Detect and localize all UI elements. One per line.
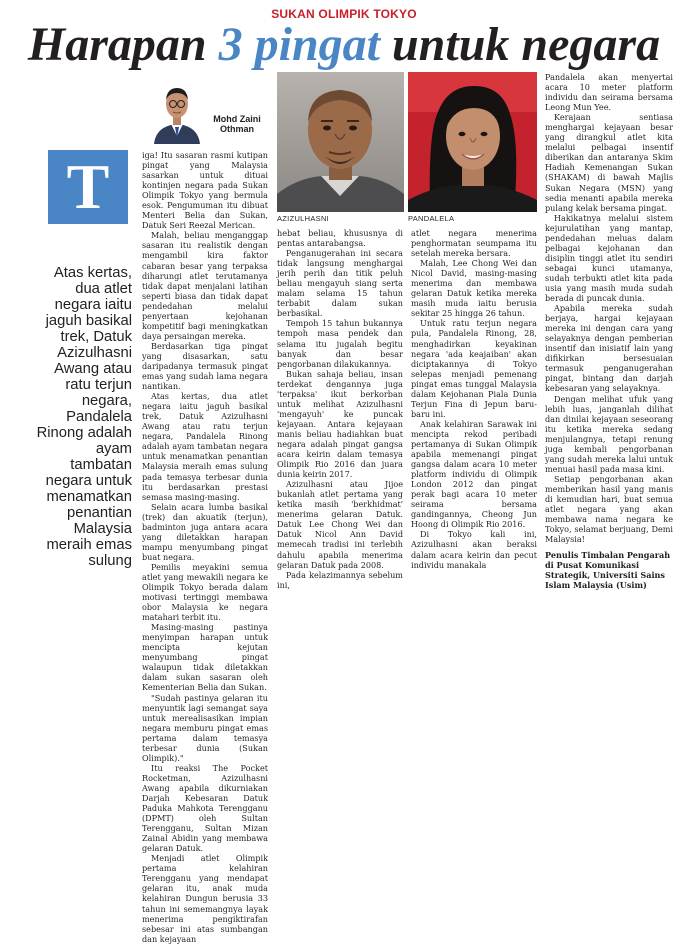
- paragraph: atlet negara menerima penghormatan seumpama itu setelah mereka bersara.: [411, 228, 537, 259]
- paragraph: Berdasarkan tiga pingat yang disasarkan, satu daripadanya termasuk pingat emas yang sudah lama negara nantikan.: [142, 340, 268, 392]
- paragraph: Malah, Lee Chong Wei dan Nicol David, masing-masing menerima dan membawa gelaran Datuk ketika mereka masih muda iaitu berusia sekitar 25 hingga 26 tahun.: [411, 258, 537, 319]
- azizulhasni-photo: [277, 72, 404, 212]
- paragraph: Hakikatnya melalui sistem kejurulatihan yang mantap, pendedahan meluas dalam pelbagai kejohanan dan disiplin tinggi atlet itu sendiri sebagai kunci utamanya, sudah terbukti atlet kita pada usia yang masih muda sudah berada di puncak dunia.: [545, 212, 673, 304]
- headline: [0, 16, 688, 74]
- headline-part1: Harapan: [27, 18, 219, 71]
- paragraph: Malah, beliau menganggap sasaran itu realistik dengan mengambil kira faktor cabaran besar yang terpaksa diharungi atlet terutamanya tidak dapat menjalani latihan seperti biasa dan tidak dapat pendedahan melalui penyertaan kejohanan kompetitif bagi meningkatkan daya persaingan mereka.: [142, 230, 268, 341]
- author-name: Mohd Zaini Othman: [213, 114, 261, 134]
- paragraph: Untuk ratu terjun negara pula, Pandalela Rinong, 28, menghadirkan keyakinan negara 'ada keajaiban' akan diciptakannya di Tokyo selepas menjadi pemenang pingat emas tunggal Malaysia dalam Kejohanan Piala Dunia Terjun Fina di Jepun baru-baru ini.: [411, 318, 537, 419]
- paragraph: "Sudah pastinya gelaran itu menyuntik lagi semangat saya untuk merealisasikan impian negara memburu pingat emas pertama dalam temasya terbesar dunia (Sukan Olimpik).": [142, 692, 268, 763]
- pull-quote: Atas kertas, dua atlet negara iaitu jaguh basikal trek, Datuk Azizulhasni Awang atau ratu terjun negara, Pandalela Rinong adalah ayam tambatan negara untuk menamatkan penantian Malaysia meraih emas sulung: [36, 265, 132, 569]
- paragraph: Bukan sahaja beliau, insan terdekat dengannya juga 'terpaksa' ikut berkorban untuk melihat Azizulhasni 'mengayuh' ke puncak kejayaan. Antara kejayaan manis beliau hadiahkan buat negara adalah pingat gangsa acara keirin dalam temasya Olimpik Rio 2016 dan juara dunia keirin 2017.: [277, 368, 403, 480]
- headline-part2: [243, 18, 255, 71]
- section-kicker: SUKAN OLIMPIK TOKYO: [271, 7, 417, 21]
- paragraph: Menjadi atlet Olimpik pertama kelahiran Terengganu yang mendapat gelaran itu, anak muda kelahiran Dungun berusia 33 tahun ini sememangnya layak menerima pengiktirafan sebesar ini atas sumbangan dan kejayaan: [142, 853, 268, 944]
- caption-pandalela: PANDALELA: [408, 214, 455, 223]
- paragraph: Di Tokyo kali ini, Azizulhasni akan beraksi dalam acara keirin dan pecut individu manakala: [411, 529, 537, 570]
- drop-cap: T: [48, 150, 128, 224]
- paragraph: iga! Itu sasaran rasmi kutipan pingat yang Malaysia sasarkan untuk dituai kontinjen negara pada Sukan Olimpik Tokyo yang bermula esok. Pengumuman itu dibuat Menteri Belia dan Sukan, Datuk Seri Reezal Merican.: [142, 150, 268, 231]
- headline-pingat: pingat: [254, 18, 380, 71]
- author-signature: Penulis Timbalan Pengarah di Pusat Komunikasi Strategik, Universiti Sains Islam Malaysia (Usim): [545, 550, 671, 591]
- paragraph: Pada kelazimannya sebelum ini,: [277, 569, 403, 590]
- paragraph: Kerajaan sentiasa menghargai kejayaan besar yang dirangkul atlet kita melalui pelbagai insentif diberikan dan antaranya Skim Hadiah Kemenangan Sukan (SHAKAM) di bawah Majlis Sukan Negara (MSN) yang sedia menanti apabila mereka pulang kelak bersama pingat.: [545, 112, 673, 213]
- paragraph: Itu reaksi The Pocket Rocketman, Azizulhasni Awang apabila dikurniakan Darjah Kebesaran Datuk Paduka Mahkota Terengganu (DPMT) oleh Sultan Terengganu, Sultan Mizan Zainal Abidin yang membawa gelaran Datuk.: [142, 762, 268, 854]
- paragraph: Atas kertas, dua atlet negara iaitu jaguh basikal trek, Datuk Azizulhasni Awang atau ratu terjun negara, Pandalela Rinong adalah ayam tambatan negara untuk menamatkan penantian Malaysia meraih emas sulung pada temasya terbesar dunia itu berdasarkan prestasi semasa masing-masing.: [142, 391, 268, 502]
- paragraph: Anak kelahiran Sarawak ini mencipta rekod peribadi pertamanya di Sukan Olimpik apabila memenangi pingat gangsa dalam acara 10 meter platform individu di Olimpik London 2012 dan pingat perak bagi acara 10 meter seirama bersama gandingannya, Cheong Jun Hoong di Olimpik Rio 2016.: [411, 418, 537, 530]
- article-column-4: [545, 72, 673, 591]
- headline-part3: untuk negara: [379, 18, 661, 71]
- caption-azizulhasni: AZIZULHASNI: [277, 214, 330, 223]
- paragraph: Azizulhasni atau Jijoe bukanlah atlet pertama yang ketika masih 'berkhidmat' menerima gelaran Datuk. Datuk Lee Chong Wei dan Datuk Nicol Ann David memecah tradisi ini terlebih dahulu apabila menerima gelaran Datuk pada 2008.: [277, 479, 403, 570]
- paragraph: Selain acara lumba basikal (trek) dan akuatik (terjun), badminton juga antara acara yang diletakkan harapan mampu menyumbang pingat buat negara.: [142, 501, 268, 562]
- author-photo: [148, 80, 206, 144]
- paragraph: hebat beliau, khususnya di pentas antarabangsa.: [277, 228, 403, 249]
- paragraph: Tempoh 15 tahun bukannya tempoh masa pendek dan selama itu jugalah begitu banyak dan besar pengorbanan dilakukannya.: [277, 318, 403, 369]
- article-column-2: [277, 228, 403, 590]
- paragraph: Penganugerahan ini secara tidak langsung menghargai jerih perih dan titik peluh beliau mengayuh siang serta malam selama 15 tahun terbabit dalam sukan berbasikal.: [277, 248, 403, 319]
- paragraph: Masing-masing pastinya menyimpan harapan untuk mencipta kejutan menyumbang pingat walaupun tidak diletakkan dalam sukan sasaran oleh Kementerian Belia dan Sukan.: [142, 622, 268, 693]
- pandalela-photo: [408, 72, 537, 212]
- paragraph: Pandalela akan menyertai acara 10 meter platform individu dan seirama bersama Leong Mun Yee.: [545, 72, 673, 113]
- paragraph: Pemilis meyakini semua atlet yang mewakili negara ke Olimpik Tokyo berada dalam motivasi tertinggi membawa obor Malaysia ke negara matahari terbit itu.: [142, 561, 268, 623]
- headline-number: 3: [218, 18, 243, 71]
- article-column-1: [142, 150, 268, 944]
- paragraph: Apabila mereka sudah berjaya, hargai kejayaan mereka ini dengan cara yang selayaknya dengan pemberian insentif dan inisiatif lain yang difikirkan bersesuaian termasuk penganugerahan pingat, bintang dan darjah kebesaran yang selayaknya.: [545, 303, 673, 394]
- paragraph: Setiap pengorbanan akan memberikan hasil yang manis di kemudian hari, buat semua atlet negara yang akan membawa nama negara ke Tokyo, selamat berjuang, Demi Malaysia!: [545, 473, 673, 545]
- article-column-3: [411, 228, 537, 570]
- paragraph: Dengan melihat ufuk yang lebih luas, janganlah dilihat dan dinilai kejayaan seseorang itu ketika mereka sedang menjulangnya, tetapi renung juga kembali pengorbanan yang sudah mereka lalui untuk menuai hasil pada masa kini.: [545, 393, 673, 474]
